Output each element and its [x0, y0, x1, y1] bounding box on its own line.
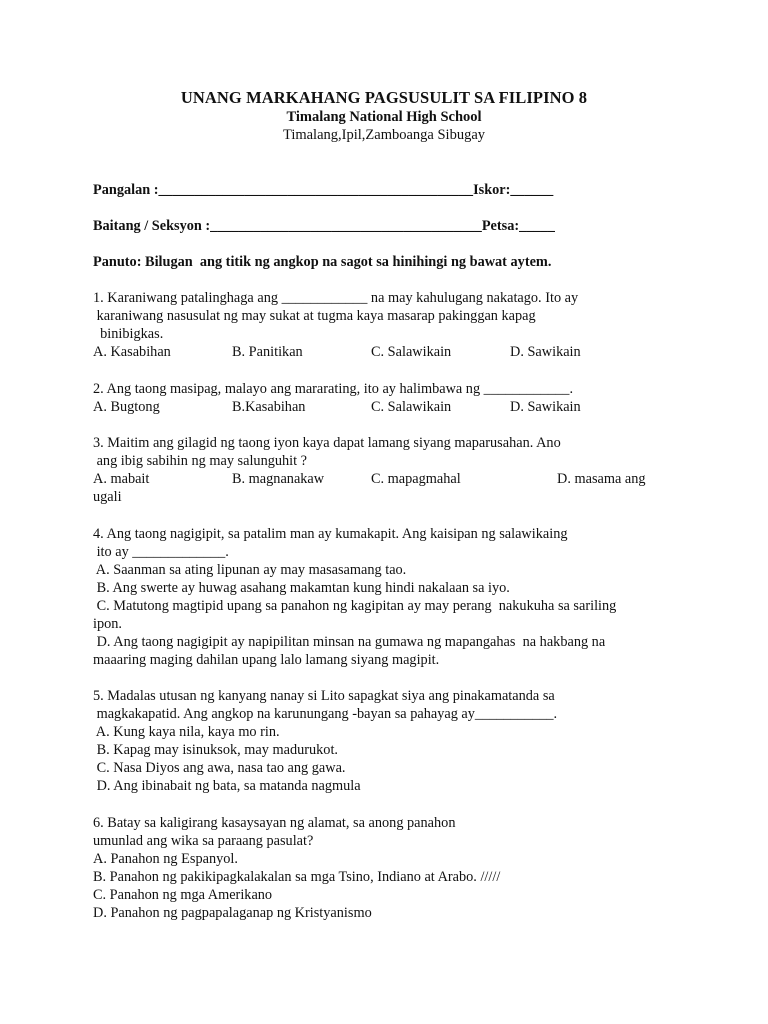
question-1-option-a: A. Kasabihan — [93, 344, 171, 360]
question-2-option-d: D. Sawikain — [510, 399, 581, 415]
question-4-option-a: A. Saanman sa ating lipunan ay may masasamang tao. — [93, 562, 407, 578]
question-1-line-2: karaniwang nasusulat ng may sukat at tugma kaya masarap pakinggan kapag — [93, 308, 536, 324]
exam-title: UNANG MARKAHANG PAGSUSULIT SA FILIPINO 8 — [180, 88, 588, 107]
school-name: Timalang National High School — [286, 109, 482, 125]
question-4-option-b: B. Ang swerte ay huwag asahang makamtan kung hindi nakalaan sa iyo. — [93, 580, 510, 596]
question-4-line-2: ito ay _____________. — [93, 544, 229, 560]
question-4-option-c-continuation: ipon. — [93, 616, 122, 632]
question-5-option-a: A. Kung kaya nila, kaya mo rin. — [93, 724, 280, 740]
question-3-option-c: C. mapagmahal — [371, 471, 461, 487]
question-6-line-2: umunlad ang wika sa paraang pasulat? — [93, 833, 314, 849]
question-1-option-c: C. Salawikain — [371, 344, 452, 360]
question-2-option-b: B.Kasabihan — [232, 399, 306, 415]
question-5-line-1: 5. Madalas utusan ng kanyang nanay si Lito sapagkat siya ang pinakamatanda sa — [93, 688, 555, 704]
question-6-option-d: D. Panahon ng pagpapalaganap ng Kristyanismo — [93, 905, 372, 921]
question-5-option-c: C. Nasa Diyos ang awa, nasa tao ang gawa. — [93, 760, 346, 776]
question-2-option-c: C. Salawikain — [371, 399, 452, 415]
section-date-line: Baitang / Seksyon :______________________________________Petsa:_____ — [93, 218, 555, 234]
name-score-line: Pangalan :____________________________________________Iskor:______ — [93, 182, 554, 198]
question-5-line-2: magkakapatid. Ang angkop na karunungang -bayan sa pahayag ay___________. — [93, 706, 558, 722]
question-3-line-2: ang ibig sabihin ng may salunguhit ? — [93, 453, 308, 469]
question-5-option-b: B. Kapag may isinuksok, may madurukot. — [93, 742, 339, 758]
question-6-option-c: C. Panahon ng mga Amerikano — [93, 887, 273, 903]
question-1-option-d: D. Sawikain — [510, 344, 581, 360]
instructions: Panuto: Bilugan ang titik ng angkop na sagot sa hinihingi ng bawat aytem. — [93, 254, 552, 270]
question-6-line-1: 6. Batay sa kaligirang kasaysayan ng alamat, sa anong panahon — [93, 815, 456, 831]
question-4-option-d: D. Ang taong nagigipit ay napipilitan minsan na gumawa ng mapangahas na hakbang na — [93, 634, 606, 650]
question-1-line-3: binibigkas. — [93, 326, 164, 342]
question-5-option-d: D. Ang ibinabait ng bata, sa matanda nagmula — [93, 778, 361, 794]
question-2-line-1: 2. Ang taong masipag, malayo ang mararating, ito ay halimbawa ng ____________. — [93, 381, 574, 397]
question-4-line-1: 4. Ang taong nagigipit, sa patalim man ay kumakapit. Ang kaisipan ng salawikaing — [93, 526, 568, 542]
question-3-option-a: A. mabait — [93, 471, 150, 487]
question-4-option-c: C. Matutong magtipid upang sa panahon ng kagipitan ay may perang nakukuha sa sariling — [93, 598, 617, 614]
question-3-option-d-continuation: ugali — [93, 489, 122, 505]
question-6-option-b: B. Panahon ng pakikipagkalakalan sa mga Tsino, Indiano at Arabo. ///// — [93, 869, 501, 885]
school-address: Timalang,Ipil,Zamboanga Sibugay — [282, 127, 486, 143]
question-1-option-b: B. Panitikan — [232, 344, 303, 360]
question-3-line-1: 3. Maitim ang gilagid ng taong iyon kaya dapat lamang siyang maparusahan. Ano — [93, 435, 561, 451]
question-6-option-a: A. Panahon ng Espanyol. — [93, 851, 238, 867]
question-2-option-a: A. Bugtong — [93, 399, 160, 415]
question-1-line-1: 1. Karaniwang patalinghaga ang ____________ na may kahulugang nakatago. Ito ay — [93, 290, 579, 306]
question-3-option-d: D. masama ang — [557, 471, 646, 487]
question-3-option-b: B. magnanakaw — [232, 471, 325, 487]
question-4-option-d-continuation: maaaring maging dahilan upang lalo lamang siyang magipit. — [93, 652, 440, 668]
